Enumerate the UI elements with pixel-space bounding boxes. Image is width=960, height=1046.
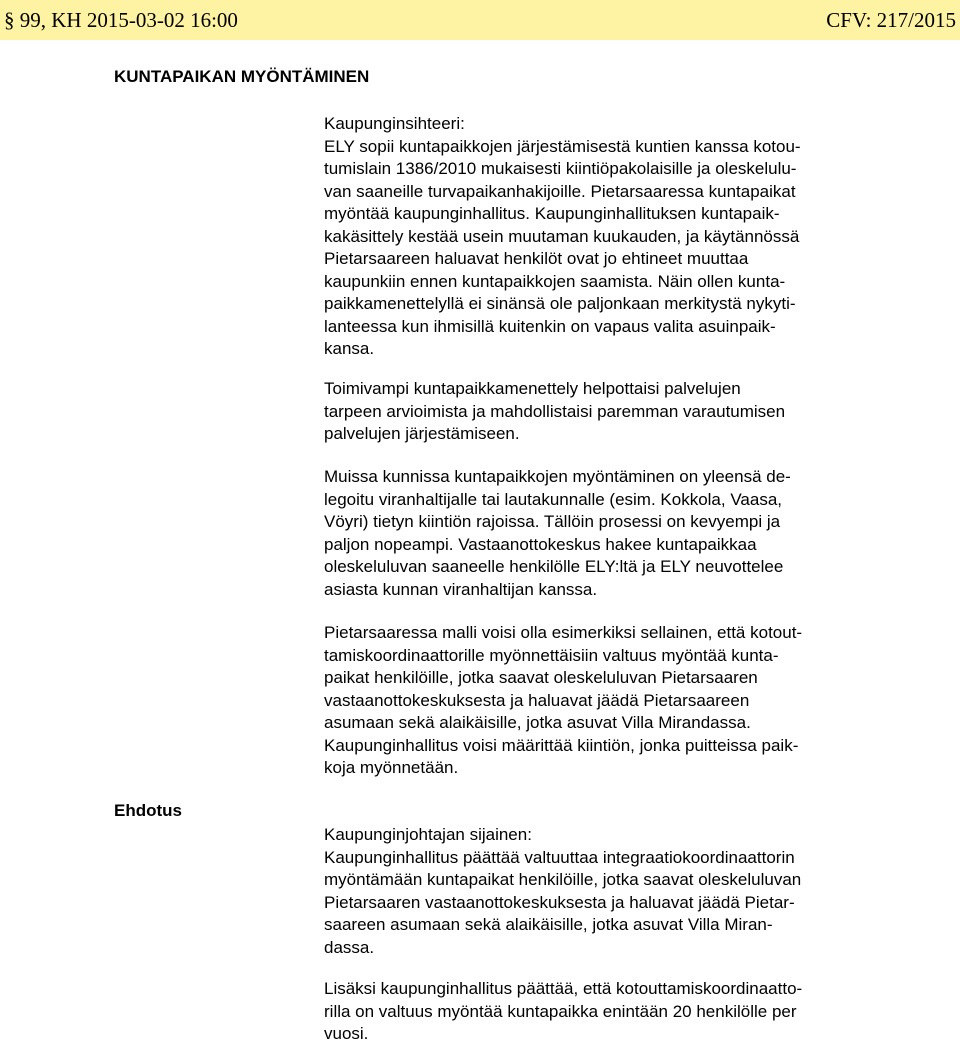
paragraph-model — [324, 622, 956, 780]
text-line: Kaupunginjohtajan sijainen: — [324, 825, 532, 844]
text-line: lanteessa kun ihmisillä kuitenkin on vapaus valita asuinpaik- — [324, 316, 776, 336]
paragraph-other-municipalities — [324, 466, 956, 601]
text-line: tarpeen arvioimista ja mahdollistaisi paremman varautumisen — [324, 401, 786, 421]
text-line: asiasta kunnan viranhaltijan kanssa. — [324, 579, 598, 599]
text-line: Toimivampi kuntapaikkamenettely helpottaisi palvelujen — [324, 379, 741, 398]
text-line: legoitu viranhaltijalle tai lautakunnalle (esim. Kokkola, Vaasa, — [324, 489, 782, 509]
document-header — [0, 0, 960, 40]
text-line: myöntää kaupunginhallitus. Kaupunginhallituksen kuntapaik- — [324, 204, 780, 223]
text-line: kaupunkiin ennen kuntapaikkojen saamista. Näin ollen kunta- — [324, 271, 786, 291]
paragraph-motivation — [324, 378, 956, 446]
paragraph-background — [324, 113, 956, 361]
paragraph-additional-decision — [324, 978, 956, 1046]
text-line: vastaanottokeskuksesta ja haluavat jäädä Pietarsaareen — [324, 690, 750, 710]
text-line: Pietarsaaressa malli voisi olla esimerkiksi sellainen, että kotout- — [324, 623, 803, 642]
text-line: dassa. — [324, 937, 375, 957]
text-line: Kaupunginsihteeri: — [324, 114, 465, 133]
meeting-reference: § 99, KH 2015-03-02 16:00 — [4, 8, 238, 32]
case-number: CFV: 217/2015 — [826, 8, 956, 32]
text-line: paikat henkilöille, jotka saavat oleskeluluvan Pietarsaaren — [324, 668, 758, 687]
text-line: Pietarsaaren vastaanottokeskuksesta ja haluavat jäädä Pietar- — [324, 892, 795, 912]
text-line: Kaupunginhallitus voisi määrittää kiintiön, jonka puitteissa paik- — [324, 735, 799, 755]
text-line: koja myönnetään. — [324, 758, 459, 777]
text-line: Pietarsaareen haluavat henkilöt ovat jo ehtineet muuttaa — [324, 249, 749, 268]
paragraph-proposal — [324, 824, 956, 959]
section-title: KUNTAPAIKAN MYÖNTÄMINEN — [114, 67, 370, 86]
text-line: tamiskoordinaattorille myönnettäisiin valtuus myöntää kunta- — [324, 645, 779, 665]
text-line: paikkamenettelyllä ei sinänsä ole paljonkaan merkitystä nykyti- — [324, 294, 796, 313]
text-line: Lisäksi kaupunginhallitus päättää, että kotouttamiskoordinaatto- — [324, 979, 803, 998]
proposal-label: Ehdotus — [114, 801, 182, 820]
text-line: oleskeluluvan saaneelle henkilölle ELY:ltä ja ELY neuvottelee — [324, 557, 784, 576]
text-line: myöntämään kuntapaikat henkilöille, jotka saavat oleskeluluvan — [324, 870, 802, 889]
text-line: kansa. — [324, 339, 375, 358]
text-line: vuosi. — [324, 1024, 369, 1043]
text-line: Kaupunginhallitus päättää valtuuttaa integraatiokoordinaattorin — [324, 847, 795, 867]
text-line: Muissa kunnissa kuntapaikkojen myöntäminen on yleensä de- — [324, 467, 791, 486]
text-line: asumaan sekä alaikäisille, jotka asuvat Villa Mirandassa. — [324, 713, 751, 732]
text-line: van saaneille turvapaikanhakijoille. Pietarsaaressa kuntapaikat — [324, 181, 796, 201]
text-line: paljon nopeampi. Vastaanottokeskus hakee kuntapaikkaa — [324, 534, 757, 554]
text-line: ELY sopii kuntapaikkojen järjestämisestä kuntien kanssa kotou- — [324, 136, 801, 156]
text-line: rilla on valtuus myöntää kuntapaikka enintään 20 henkilölle per — [324, 1001, 797, 1021]
text-line: palvelujen järjestämiseen. — [324, 424, 520, 443]
text-line: saareen asumaan sekä alaikäisille, jotka asuvat Villa Miran- — [324, 915, 773, 934]
text-line: tumislain 1386/2010 mukaisesti kiintiöpakolaisille ja oleskelulu- — [324, 159, 797, 178]
text-line: kakäsittely kestää usein muutaman kuukauden, ja käytännössä — [324, 226, 800, 246]
text-line: Vöyri) tietyn kiintiön rajoissa. Tällöin prosessi on kevyempi ja — [324, 512, 781, 531]
